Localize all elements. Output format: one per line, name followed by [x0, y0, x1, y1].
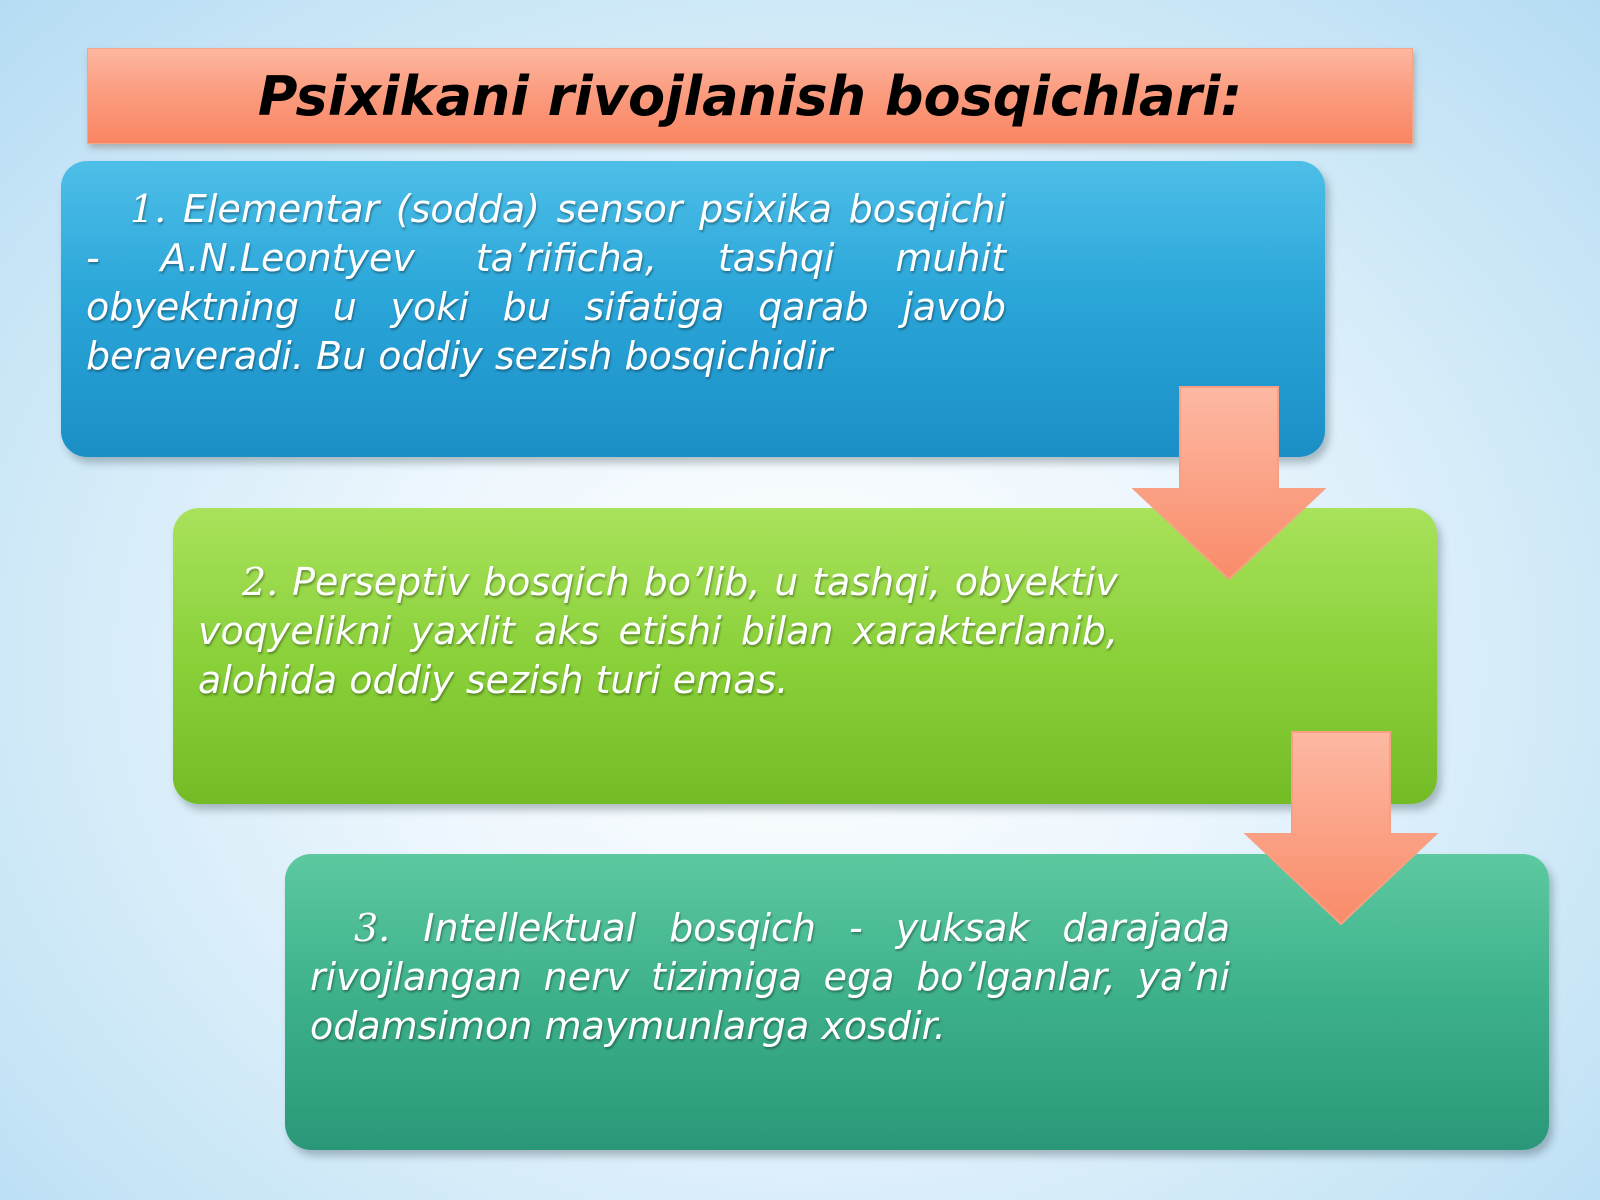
down-arrow-icon: [1244, 730, 1438, 926]
stage-2-text-block: [198, 558, 1118, 705]
stage-1-description: Elementar (sodda) sensor psixika bosqichi - A.N.Leontyev ta’rificha, tashqi muhit obyektning u yoki bu sifatiga qarab javob beraveradi. Bu oddiy sezish bosqichidir: [86, 187, 1006, 378]
stage-2-description: Perseptiv bosqich bo’lib, u tashqi, obyektiv voqyelikni yaxlit aks etishi bilan xarakterlanib, alohida oddiy sezish turi emas.: [198, 560, 1118, 702]
title-banner: [87, 48, 1413, 144]
stage-3-text-block: [310, 904, 1230, 1051]
stage-3-number: 3.: [354, 906, 391, 950]
stage-1-number: 1.: [130, 187, 167, 231]
stage-2-number: 2.: [242, 560, 279, 604]
stage-1-text-block: [86, 185, 1006, 381]
down-arrow-icon: [1132, 385, 1326, 581]
page-title: Psixikani rivojlanish bosqichlari:: [257, 65, 1243, 128]
stage-3-description: Intellektual bosqich - yuksak darajada rivojlangan nerv tizimiga ega bo’lganlar, ya’ni odamsimon maymunlarga xosdir.: [310, 906, 1230, 1048]
